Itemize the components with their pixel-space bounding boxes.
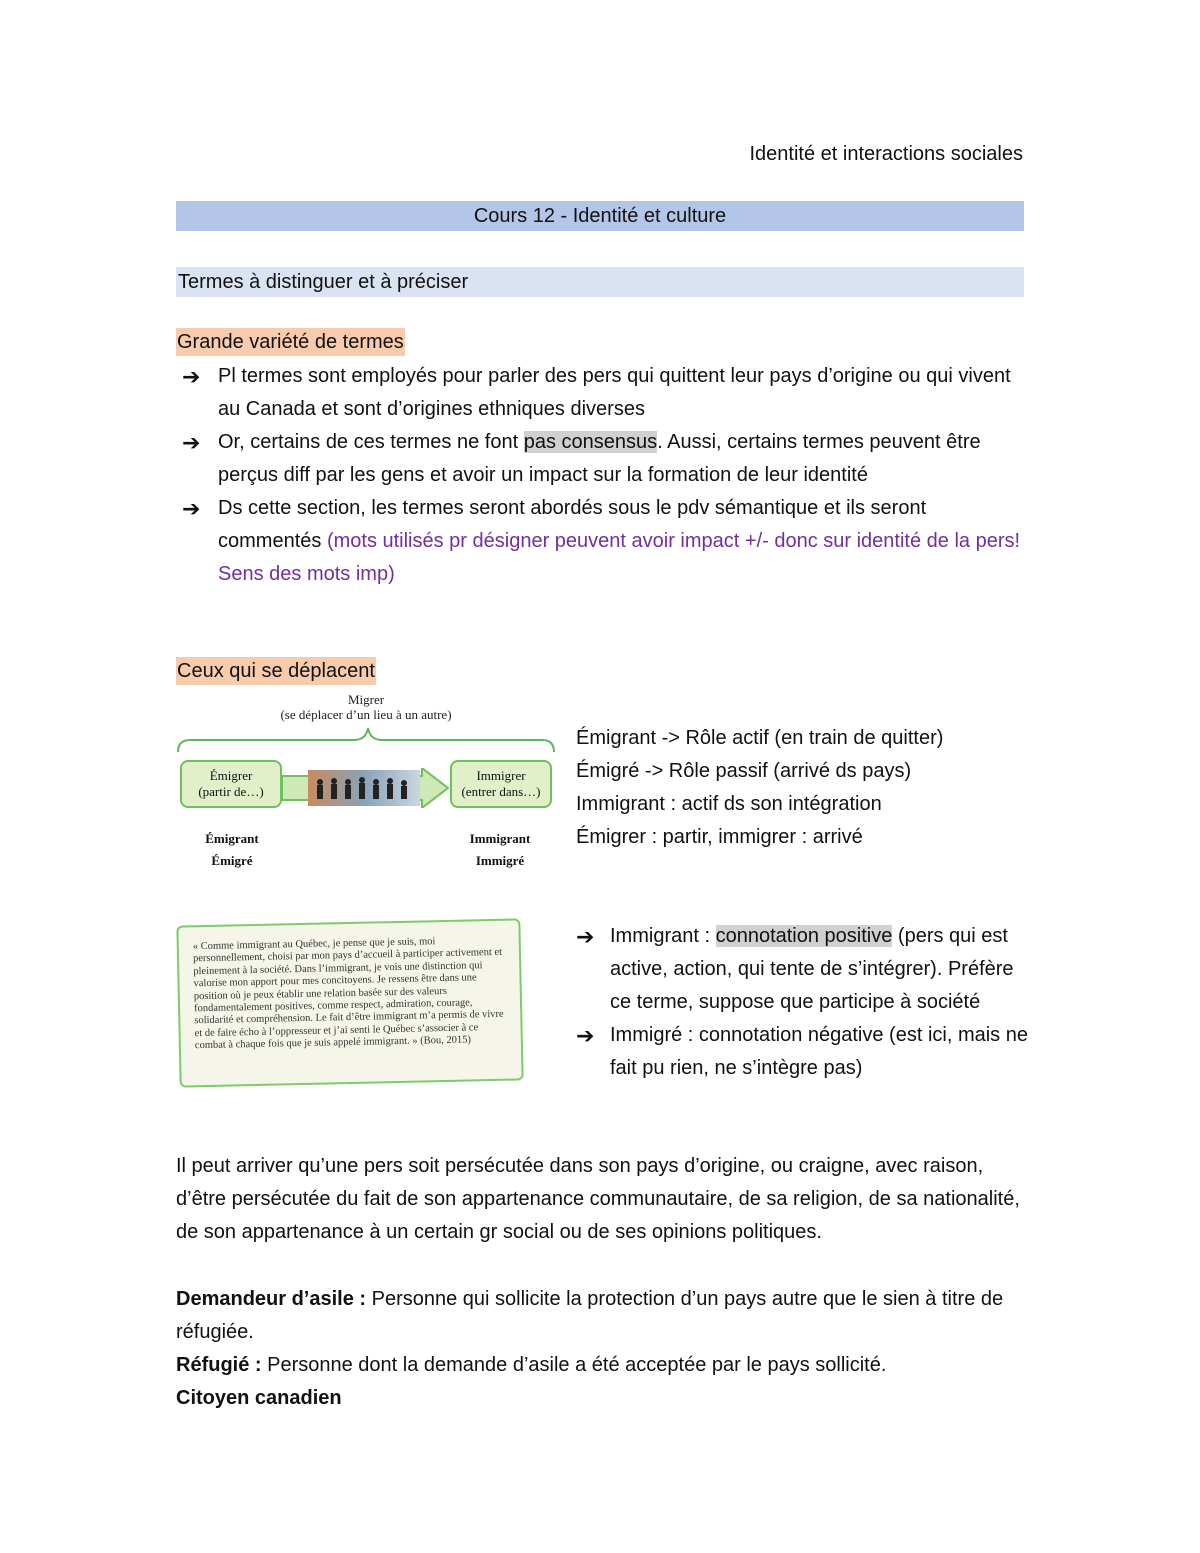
list-item: ➔ Immigrant : connotation positive (pers qui est active, action, qui tente de s’intégrer). Préfère ce terme, suppose que participe à société [576, 920, 1036, 1019]
course-header: Identité et interactions sociales [749, 143, 1023, 165]
curly-brace-icon [176, 724, 556, 754]
list-item: Émigrant -> Rôle actif (en train de quitter) [576, 727, 944, 749]
label-immigrant: Immigrant [469, 831, 531, 846]
box-immigrer: Immigrer (entrer dans…) [450, 760, 552, 808]
list-item: ➔ Ds cette section, les termes seront abordés sous le pdv sémantique et ils seront commentés (mots utilisés pr désigner peuvent avoir impact +/- donc sur identité de la pers! Sens des mots imp) [178, 492, 1028, 591]
label-emigrant: Émigrant [205, 831, 259, 846]
diagram-label-migrer: Migrer [347, 692, 385, 707]
arrow-icon: ➔ [576, 1023, 595, 1048]
arrow-icon: ➔ [576, 924, 595, 949]
list-item: Immigrant : actif ds son intégration [576, 793, 882, 815]
arrow-icon: ➔ [182, 496, 201, 521]
diagram-label-migrer-def: (se déplacer d’un lieu à un autre) [280, 707, 452, 722]
list-item: Émigré -> Rôle passif (arrivé ds pays) [576, 760, 912, 782]
purple-note: (mots utilisés pr désigner peuvent avoir impact +/- donc sur identité de la pers! Sens des mots imp) [218, 530, 1021, 585]
definition-asile: Demandeur d’asile : Personne qui sollicite la protection d’un pays autre que le sien à titre de réfugiée. [176, 1288, 1004, 1343]
definition-refugie: Réfugié : Personne dont la demande d’asile a été acceptée par le pays sollicité. [176, 1354, 887, 1376]
lecture-title: Cours 12 - Identité et culture [176, 201, 1024, 231]
arrow-icon: ➔ [182, 430, 201, 455]
definition-citoyen: Citoyen canadien [176, 1387, 342, 1409]
definition-list [576, 722, 943, 854]
persecution-paragraph: Il peut arriver qu’une pers soit persécutée dans son pays d’origine, ou craigne, avec raison, d’être persécutée du fait de son appartenance communautaire, de sa religion, de sa nationalité, de son appartenance à un certain gr social ou de ses opinions politiques. [176, 1155, 1020, 1243]
list-item: ➔ Or, certains de ces termes ne font pas consensus. Aussi, certains termes peuvent être perçus diff par les gens et avoir un impact sur la formation de leur identité [178, 426, 1028, 492]
migration-arrow-icon [282, 768, 450, 808]
highlight-pas-consensus: pas consensus [523, 431, 658, 453]
box-emigrer: Émigrer (partir de…) [180, 760, 282, 808]
highlight-connotation-positive: connotation positive [715, 925, 893, 947]
heading-ceux-qui-se-deplacent: Ceux qui se déplacent [176, 657, 376, 685]
migration-diagram [176, 688, 556, 888]
connotation-bullet-list [576, 920, 1036, 1085]
section-title: Termes à distinguer et à préciser [176, 267, 1024, 297]
list-item: ➔ Immigré : connotation négative (est ici, mais ne fait pu rien, ne s’intègre pas) [576, 1019, 1036, 1085]
heading-grande-variete: Grande variété de termes [176, 328, 405, 356]
list-item: ➔ Pl termes sont employés pour parler des pers qui quittent leur pays d’origine ou qui vivent au Canada et sont d’origines ethniques diverses [178, 360, 1028, 426]
label-immigre: Immigré [475, 853, 525, 868]
quote-scroll: « Comme immigrant au Québec, je pense que je suis, moi personnellement, choisi par mon pays d’accueil à participer activement et pleinement à la société. Dans l’immigrant, je vois une distinction qui valorise mon apport pour mes concitoyens. Je ressens être dans une position où je peux établir une relation basée sur des valeurs fondamentalement positives, comme respect, admiration, courage, solidarité et compréhension. Le fait d’être immigrant m’a permis de vivre et de faire écho à l’oppresseur et j’ai senti le Québec s’associer à ce combat à chaque fois que je suis appelé immigrant. » (Bou, 2015) [176, 918, 523, 1087]
list-item: Émigrer : partir, immigrer : arrivé [576, 826, 863, 848]
terms-bullet-list [178, 360, 1028, 591]
arrow-icon: ➔ [182, 364, 201, 389]
label-emigre: Émigré [211, 853, 253, 868]
definitions-block [176, 1283, 1036, 1415]
